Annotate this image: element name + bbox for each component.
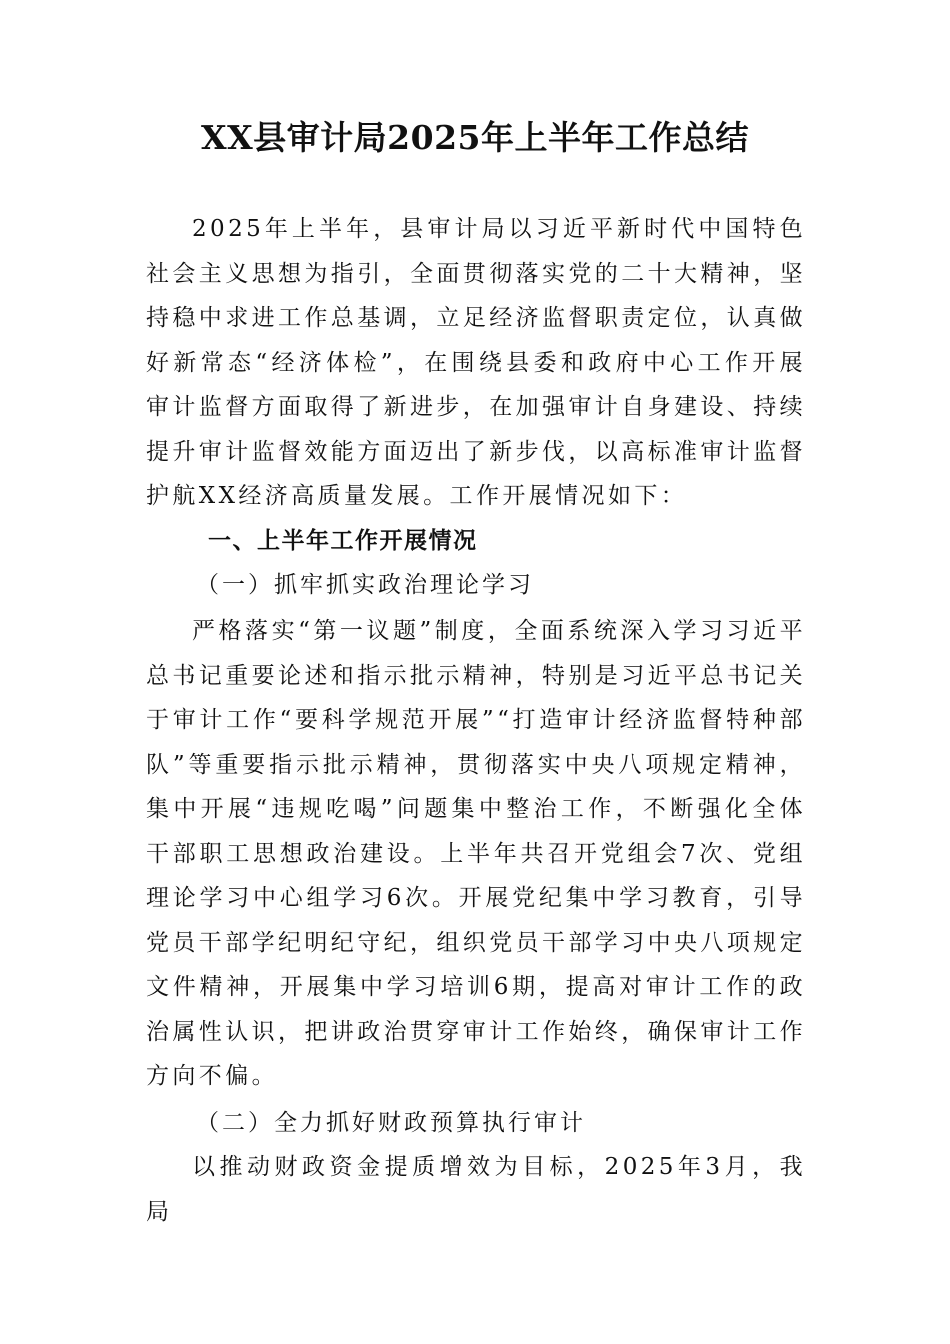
document-title: XX县审计局2025年上半年工作总结 — [200, 118, 750, 157]
subsection-heading: （一）抓牢抓实政治理论学习 — [196, 572, 534, 598]
subsection-heading: （二）全力抓好财政预算执行审计 — [196, 1110, 586, 1136]
subsection-paragraph: 以推动财政资金提质增效为目标，2025年3月，我局 — [146, 1154, 806, 1225]
intro-paragraph: 2025年上半年，县审计局以习近平新时代中国特色社会主义思想为指引，全面贯彻落实党的二十大精神，坚持稳中求进工作总基调，立足经济监督职责定位，认真做好新常态“经济体检”，在围绕县委和政府中心工作开展审计监督方面取得了新进步，在加强审计自身建设、持续提升审计监督效能方面迈出了新步伐，以高标准审计监督护航XX经济高质量发展。工作开展情况如下： — [146, 216, 806, 509]
section-heading: 一、上半年工作开展情况 — [208, 528, 478, 554]
subsection-paragraph: 严格落实“第一议题”制度，全面系统深入学习习近平总书记重要论述和指示批示精神，特别是习近平总书记关于审计工作“要科学规范开展”“打造审计经济监督特种部队”等重要指示批示精神，贯彻落实中央八项规定精神，集中开展“违规吃喝”问题集中整治工作，不断强化全体干部职工思想政治建设。上半年共召开党组会7次、党组理论学习中心组学习6次。开展党纪集中学习教育，引导党员干部学纪明纪守纪，组织党员干部学习中央八项规定文件精神，开展集中学习培训6期，提高对审计工作的政治属性认识，把讲政治贯穿审计工作始终，确保审计工作方向不偏。 — [146, 618, 806, 1089]
